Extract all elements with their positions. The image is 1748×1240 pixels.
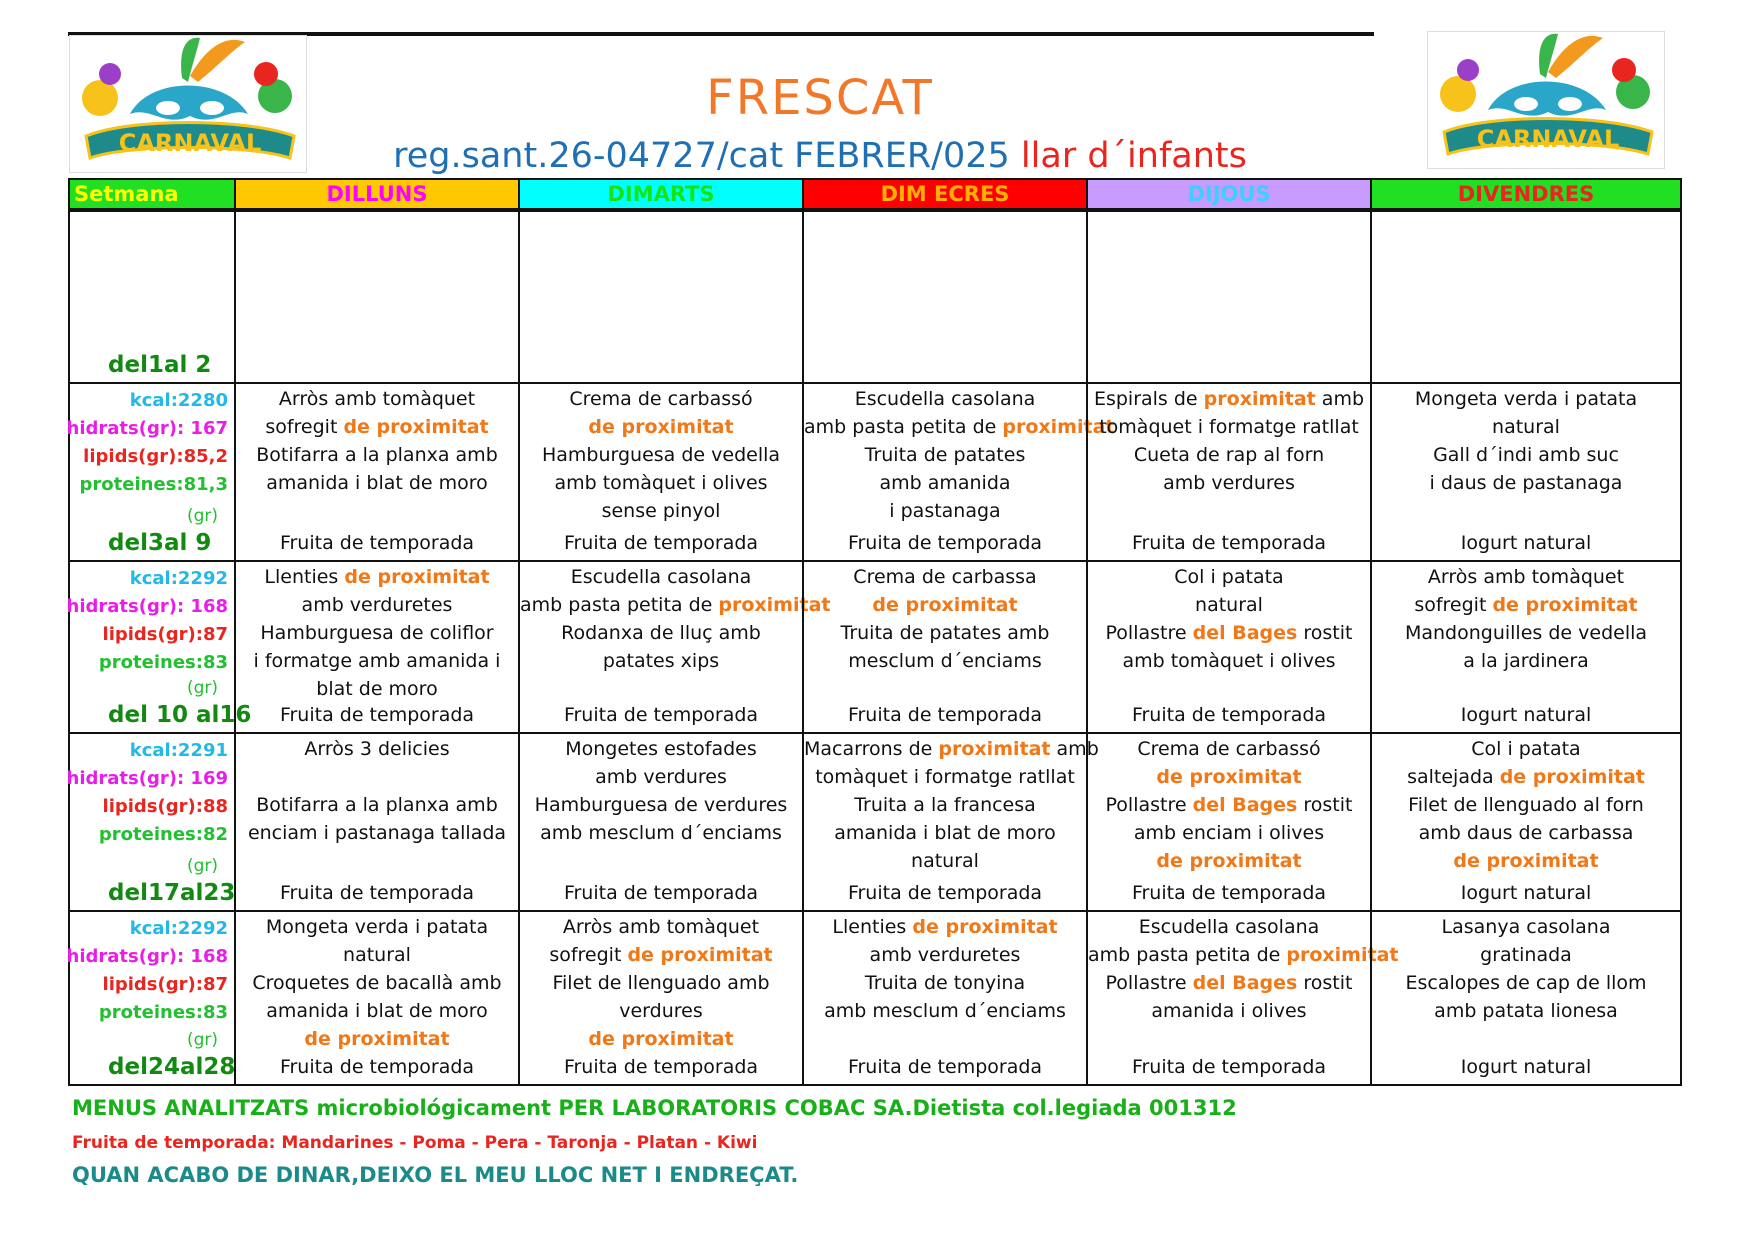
dish-text: Macarrons de bbox=[804, 738, 939, 760]
dish-line bbox=[804, 472, 1086, 494]
dish-text: Filet de llenguado amb bbox=[552, 972, 770, 994]
dish-text: amb verdures bbox=[1163, 472, 1295, 494]
week-range-label: del 10 al16 bbox=[108, 702, 252, 728]
dish-text: Pollastre bbox=[1105, 794, 1193, 816]
lipids-value: lipids(gr):88 bbox=[102, 796, 228, 817]
dish-line bbox=[1088, 650, 1370, 672]
dish-text: gratinada bbox=[1480, 944, 1572, 966]
dish-line bbox=[1372, 944, 1680, 966]
origin-highlight: de proximitat bbox=[343, 416, 489, 438]
dish-line bbox=[804, 738, 1099, 760]
dish-text: Mongeta verda i patata bbox=[1414, 388, 1638, 410]
dish-line bbox=[804, 822, 1086, 844]
column-header-1: DILLUNS bbox=[234, 178, 520, 210]
origin-highlight: proximitat bbox=[718, 594, 831, 616]
dessert-line: Fruita de temporada bbox=[279, 1056, 475, 1078]
dish-text: sofregit bbox=[1414, 594, 1493, 616]
dish-text: Escudella casolana bbox=[854, 388, 1036, 410]
week-range-label: del24al28 bbox=[108, 1054, 236, 1080]
origin-highlight: de proximitat bbox=[1156, 850, 1302, 872]
dish-line bbox=[1372, 444, 1680, 466]
menu-cell bbox=[1370, 382, 1682, 562]
dish-line bbox=[1372, 766, 1680, 788]
dish-text: Arròs 3 delicies bbox=[304, 738, 450, 760]
dish-text: Mongetes estofades bbox=[565, 738, 757, 760]
carbs-value: hidrats(gr): 167 bbox=[66, 418, 228, 439]
dish-text: verdures bbox=[619, 1000, 703, 1022]
dish-line bbox=[520, 416, 802, 438]
dish-line bbox=[520, 594, 831, 616]
dish-text: saltejada bbox=[1407, 766, 1500, 788]
dessert-line: Iogurt natural bbox=[1460, 1056, 1592, 1078]
dish-text: Llenties bbox=[832, 916, 913, 938]
week-cell bbox=[68, 910, 236, 1086]
dessert-line: Fruita de temporada bbox=[847, 1056, 1043, 1078]
origin-highlight: de proximitat bbox=[1156, 766, 1302, 788]
dish-line bbox=[520, 738, 802, 760]
dish-line bbox=[520, 500, 802, 522]
dish-text: amb verduretes bbox=[301, 594, 453, 616]
dish-line bbox=[236, 822, 518, 844]
menu-cell bbox=[1086, 210, 1372, 384]
origin-highlight: proximitat bbox=[1203, 388, 1316, 410]
menu-cell bbox=[518, 210, 804, 384]
dish-text: amb verduretes bbox=[869, 944, 1021, 966]
column-header-0: Setmana bbox=[68, 178, 236, 210]
dish-text: i formatge amb amanida i bbox=[253, 650, 501, 672]
week-range-label: del1al 2 bbox=[108, 352, 212, 378]
origin-highlight: de proximitat bbox=[588, 416, 734, 438]
dessert-line: Fruita de temporada bbox=[563, 704, 759, 726]
carbs-value: hidrats(gr): 168 bbox=[66, 596, 228, 617]
lipids-value: lipids(gr):87 bbox=[102, 624, 228, 645]
dish-text: natural bbox=[343, 944, 411, 966]
page-subtitle bbox=[0, 136, 1640, 176]
menu-cell bbox=[1086, 732, 1372, 912]
menu-cell bbox=[802, 910, 1088, 1086]
dish-line bbox=[1372, 972, 1680, 994]
origin-highlight: de proximitat bbox=[1492, 594, 1638, 616]
menu-cell bbox=[234, 382, 520, 562]
dish-text: Crema de carbassó bbox=[569, 388, 753, 410]
menu-cell bbox=[518, 560, 831, 734]
menu-cell bbox=[234, 560, 520, 734]
dish-text: Escalopes de cap de llom bbox=[1405, 972, 1647, 994]
dish-line bbox=[520, 472, 802, 494]
dish-text: Llenties bbox=[264, 566, 345, 588]
svg-text:CARNAVAL: CARNAVAL bbox=[1476, 125, 1620, 153]
dish-text: sense pinyol bbox=[601, 500, 721, 522]
dish-line bbox=[1088, 738, 1370, 760]
dish-line bbox=[236, 738, 518, 760]
carbs-value: hidrats(gr): 169 bbox=[66, 768, 228, 789]
menu-cell bbox=[1086, 560, 1372, 734]
dish-line bbox=[236, 1028, 518, 1050]
dessert-line: Fruita de temporada bbox=[563, 882, 759, 904]
proteins-unit: (gr) bbox=[186, 856, 218, 876]
dish-line bbox=[520, 822, 802, 844]
dessert-line: Fruita de temporada bbox=[1131, 882, 1327, 904]
dish-text: tomàquet i formatge ratllat bbox=[1099, 416, 1359, 438]
dish-text: Mandonguilles de vedella bbox=[1404, 622, 1648, 644]
dish-line bbox=[1372, 850, 1680, 872]
dish-text: rostit bbox=[1297, 972, 1353, 994]
week-cell bbox=[68, 732, 236, 912]
footer-lab-note: MENUS ANALITZATS microbiológicament PER LABORATORIS COBAC SA.Dietista col.legiada 001312 bbox=[72, 1096, 1237, 1120]
kcal-value: kcal:2292 bbox=[129, 568, 228, 589]
origin-highlight: proximitat bbox=[1286, 944, 1399, 966]
dish-text: Arròs amb tomàquet bbox=[1427, 566, 1625, 588]
dish-line bbox=[1372, 472, 1680, 494]
dish-text: Arròs amb tomàquet bbox=[278, 388, 476, 410]
dish-text: Rodanxa de lluç amb bbox=[561, 622, 761, 644]
origin-highlight: de proximitat bbox=[872, 594, 1018, 616]
dish-text: i pastanaga bbox=[889, 500, 1001, 522]
dish-line bbox=[804, 650, 1086, 672]
dish-text: amanida i blat de moro bbox=[266, 472, 488, 494]
dish-line bbox=[520, 972, 802, 994]
dish-line bbox=[1088, 444, 1370, 466]
dessert-line: Iogurt natural bbox=[1460, 882, 1592, 904]
menu-cell bbox=[1086, 382, 1372, 562]
origin-highlight: de proximitat bbox=[1453, 850, 1599, 872]
dish-line bbox=[1088, 566, 1370, 588]
dish-line bbox=[1372, 822, 1680, 844]
dish-line bbox=[804, 850, 1086, 872]
menu-cell bbox=[234, 732, 520, 912]
dish-line bbox=[236, 416, 518, 438]
dish-text: amb pasta petita de bbox=[1088, 944, 1287, 966]
dish-line bbox=[1372, 388, 1680, 410]
dish-line bbox=[236, 944, 518, 966]
dish-line bbox=[520, 650, 802, 672]
dish-line bbox=[804, 766, 1086, 788]
dish-line bbox=[520, 916, 802, 938]
dessert-line: Fruita de temporada bbox=[279, 704, 475, 726]
dish-text: amb patata lionesa bbox=[1434, 1000, 1618, 1022]
proteins-value: proteines:83 bbox=[98, 652, 228, 673]
dish-line bbox=[520, 1028, 802, 1050]
dish-text: enciam i pastanaga tallada bbox=[247, 822, 507, 844]
dessert-line: Fruita de temporada bbox=[279, 882, 475, 904]
kcal-value: kcal:2292 bbox=[129, 918, 228, 939]
dish-line bbox=[1372, 566, 1680, 588]
dish-text: Pollastre bbox=[1105, 972, 1193, 994]
dish-line bbox=[520, 1000, 802, 1022]
dish-text: Truita de patates bbox=[864, 444, 1026, 466]
dish-line bbox=[1088, 972, 1370, 994]
dish-text: rostit bbox=[1297, 622, 1353, 644]
dish-line bbox=[804, 500, 1086, 522]
dish-line bbox=[1088, 1000, 1370, 1022]
dish-line bbox=[236, 566, 518, 588]
menu-cell bbox=[802, 560, 1088, 734]
dish-line bbox=[1372, 594, 1680, 616]
menu-cell bbox=[1370, 910, 1682, 1086]
menu-cell bbox=[1086, 910, 1399, 1086]
dish-text: Filet de llenguado al forn bbox=[1408, 794, 1644, 816]
dish-line bbox=[1088, 822, 1370, 844]
kcal-value: kcal:2280 bbox=[129, 390, 228, 411]
dish-line bbox=[520, 794, 802, 816]
week-cell bbox=[68, 382, 236, 562]
dish-line bbox=[1372, 622, 1680, 644]
dessert-line: Fruita de temporada bbox=[847, 532, 1043, 554]
dish-line bbox=[236, 472, 518, 494]
dish-line bbox=[1088, 850, 1370, 872]
dish-text: Botifarra a la planxa amb bbox=[256, 444, 498, 466]
dish-line bbox=[236, 972, 518, 994]
origin-highlight: de proximitat bbox=[304, 1028, 450, 1050]
origin-highlight: del Bages bbox=[1192, 622, 1298, 644]
dish-text: rostit bbox=[1297, 794, 1353, 816]
menu-cell bbox=[802, 210, 1088, 384]
dish-text: amb enciam i olives bbox=[1133, 822, 1325, 844]
dish-line bbox=[804, 972, 1086, 994]
dish-line bbox=[236, 1000, 518, 1022]
menu-table bbox=[68, 178, 1682, 1094]
dessert-line: Fruita de temporada bbox=[847, 704, 1043, 726]
column-header-4: DIJOUS bbox=[1086, 178, 1372, 210]
registration-text: reg.sant.26-04727/cat FEBRER/025 bbox=[393, 136, 1010, 176]
dish-text: tomàquet i formatge ratllat bbox=[815, 766, 1075, 788]
dish-line bbox=[804, 416, 1115, 438]
dish-text: Hamburguesa de vedella bbox=[541, 444, 781, 466]
origin-highlight: de proximitat bbox=[627, 944, 773, 966]
dish-line bbox=[1088, 594, 1370, 616]
page-title: FRESCAT bbox=[706, 70, 934, 126]
dish-text: Col i patata bbox=[1471, 738, 1581, 760]
dish-text: amb pasta petita de bbox=[804, 416, 1003, 438]
menu-cell bbox=[518, 910, 804, 1086]
dish-text: amb daus de carbassa bbox=[1418, 822, 1634, 844]
dish-text: amb amanida bbox=[879, 472, 1011, 494]
dessert-line: Fruita de temporada bbox=[1131, 1056, 1327, 1078]
dish-text: amanida i blat de moro bbox=[834, 822, 1056, 844]
dish-line bbox=[1372, 1000, 1680, 1022]
dish-line bbox=[236, 444, 518, 466]
dish-text: Arròs amb tomàquet bbox=[562, 916, 760, 938]
dish-line bbox=[804, 794, 1086, 816]
menu-cell bbox=[1370, 560, 1682, 734]
dish-line bbox=[804, 444, 1086, 466]
dish-line bbox=[1372, 794, 1680, 816]
dish-text: amb tomàquet i olives bbox=[1122, 650, 1336, 672]
menu-cell bbox=[1370, 210, 1682, 384]
dish-line bbox=[520, 766, 802, 788]
dish-text: amb mesclum d´enciams bbox=[540, 822, 782, 844]
dish-line bbox=[520, 566, 802, 588]
proteins-unit: (gr) bbox=[186, 678, 218, 698]
week-range-label: del3al 9 bbox=[108, 530, 212, 556]
dish-text: amanida i olives bbox=[1151, 1000, 1307, 1022]
dish-text: Mongeta verda i patata bbox=[265, 916, 489, 938]
dish-line bbox=[236, 678, 518, 700]
dessert-line: Fruita de temporada bbox=[279, 532, 475, 554]
dish-line bbox=[1088, 416, 1370, 438]
dish-line bbox=[804, 388, 1086, 410]
dish-text: mesclum d´enciams bbox=[848, 650, 1042, 672]
menu-cell bbox=[1370, 732, 1682, 912]
dish-text: natural bbox=[1492, 416, 1560, 438]
dish-line bbox=[520, 444, 802, 466]
lipids-value: lipids(gr):87 bbox=[102, 974, 228, 995]
dish-line bbox=[804, 594, 1086, 616]
lipids-value: lipids(gr):85,2 bbox=[83, 446, 228, 467]
dish-line bbox=[1372, 416, 1680, 438]
dish-line bbox=[1372, 650, 1680, 672]
dish-line bbox=[1372, 738, 1680, 760]
origin-highlight: de proximitat bbox=[344, 566, 490, 588]
menu-cell bbox=[518, 382, 804, 562]
dessert-line: Fruita de temporada bbox=[563, 1056, 759, 1078]
proteins-value: proteines:82 bbox=[98, 824, 228, 845]
origin-highlight: del Bages bbox=[1192, 972, 1298, 994]
dish-line bbox=[804, 944, 1086, 966]
dish-text: amb pasta petita de bbox=[520, 594, 719, 616]
proteins-unit: (gr) bbox=[186, 1030, 218, 1050]
dish-text: Escudella casolana bbox=[1138, 916, 1320, 938]
dish-line bbox=[236, 622, 518, 644]
dish-text: amb verdures bbox=[595, 766, 727, 788]
week-cell bbox=[68, 210, 236, 384]
dish-text: Botifarra a la planxa amb bbox=[256, 794, 498, 816]
dish-text: Croquetes de bacallà amb bbox=[252, 972, 502, 994]
origin-highlight: de proximitat bbox=[588, 1028, 734, 1050]
dish-line bbox=[1088, 794, 1370, 816]
origin-highlight: de proximitat bbox=[912, 916, 1058, 938]
dish-text: amanida i blat de moro bbox=[266, 1000, 488, 1022]
menu-cell bbox=[234, 210, 520, 384]
proteins-value: proteines:83 bbox=[98, 1002, 228, 1023]
dish-line bbox=[520, 944, 802, 966]
dish-text: a la jardinera bbox=[1463, 650, 1589, 672]
menu-cell bbox=[802, 732, 1099, 912]
dish-text: Hamburguesa de coliflor bbox=[260, 622, 494, 644]
dish-line bbox=[1088, 472, 1370, 494]
dessert-line: Iogurt natural bbox=[1460, 704, 1592, 726]
dish-text: Espirals de bbox=[1093, 388, 1204, 410]
dish-text: Lasanya casolana bbox=[1441, 916, 1611, 938]
menu-cell bbox=[802, 382, 1115, 562]
dish-text: blat de moro bbox=[316, 678, 438, 700]
dish-text: patates xips bbox=[602, 650, 720, 672]
dish-text: Gall d´indi amb suc bbox=[1433, 444, 1619, 466]
column-header-5: DIVENDRES bbox=[1370, 178, 1682, 210]
dish-text: amb mesclum d´enciams bbox=[824, 1000, 1066, 1022]
dessert-line: Iogurt natural bbox=[1460, 532, 1592, 554]
dish-text: natural bbox=[911, 850, 979, 872]
dish-line bbox=[804, 916, 1086, 938]
dessert-line: Fruita de temporada bbox=[1131, 532, 1327, 554]
dish-text: Truita de patates amb bbox=[840, 622, 1050, 644]
origin-highlight: proximitat bbox=[1002, 416, 1115, 438]
dish-line bbox=[804, 1000, 1086, 1022]
dish-line bbox=[236, 388, 518, 410]
dish-line bbox=[1088, 766, 1370, 788]
dish-line bbox=[236, 916, 518, 938]
week-cell bbox=[66, 560, 252, 734]
dish-text: natural bbox=[1195, 594, 1263, 616]
dish-line bbox=[520, 622, 802, 644]
proteins-value: proteines:81,3 bbox=[79, 474, 228, 495]
dish-text: Col i patata bbox=[1174, 566, 1284, 588]
dish-line bbox=[1372, 916, 1680, 938]
dish-text: Cueta de rap al forn bbox=[1133, 444, 1325, 466]
kcal-value: kcal:2291 bbox=[129, 740, 228, 761]
dish-text: amb bbox=[1050, 738, 1099, 760]
dish-line bbox=[1088, 388, 1370, 410]
column-header-3: DIM ECRES bbox=[802, 178, 1088, 210]
menu-cell bbox=[518, 732, 804, 912]
dish-text: sofregit bbox=[265, 416, 344, 438]
dish-line bbox=[236, 650, 518, 672]
center-type-text: llar d´infants bbox=[1020, 136, 1247, 176]
dish-text: Pollastre bbox=[1105, 622, 1193, 644]
dish-line bbox=[236, 794, 518, 816]
origin-highlight: proximitat bbox=[938, 738, 1051, 760]
dish-line bbox=[236, 594, 518, 616]
dish-text: amb bbox=[1315, 388, 1365, 410]
dessert-line: Fruita de temporada bbox=[1131, 704, 1327, 726]
proteins-unit: (gr) bbox=[186, 506, 218, 526]
menu-cell bbox=[234, 910, 520, 1086]
dish-text: Truita de tonyina bbox=[864, 972, 1026, 994]
dish-text: Truita a la francesa bbox=[854, 794, 1036, 816]
dish-line bbox=[804, 622, 1086, 644]
dish-text: Hamburguesa de verdures bbox=[534, 794, 788, 816]
dessert-line: Fruita de temporada bbox=[563, 532, 759, 554]
dish-line bbox=[1088, 944, 1399, 966]
dish-text: Crema de carbassa bbox=[853, 566, 1037, 588]
svg-text:CARNAVAL: CARNAVAL bbox=[118, 129, 262, 157]
footer-slogan: QUAN ACABO DE DINAR,DEIXO EL MEU LLOC NET I ENDREÇAT. bbox=[72, 1163, 799, 1187]
week-range-label: del17al23 bbox=[108, 880, 236, 906]
footer-fruit-list: Fruita de temporada: Mandarines - Poma - Pera - Taronja - Platan - Kiwi bbox=[72, 1133, 758, 1153]
dish-line bbox=[804, 566, 1086, 588]
dish-line bbox=[1088, 622, 1370, 644]
dish-text: i daus de pastanaga bbox=[1429, 472, 1623, 494]
dish-line bbox=[520, 388, 802, 410]
dish-text: sofregit bbox=[549, 944, 628, 966]
origin-highlight: de proximitat bbox=[1499, 766, 1645, 788]
dessert-line: Fruita de temporada bbox=[847, 882, 1043, 904]
carbs-value: hidrats(gr): 168 bbox=[66, 946, 228, 967]
dish-text: amb tomàquet i olives bbox=[554, 472, 768, 494]
dish-text: Crema de carbassó bbox=[1137, 738, 1321, 760]
dish-text: Escudella casolana bbox=[570, 566, 752, 588]
dish-line bbox=[1088, 916, 1370, 938]
column-header-2: DIMARTS bbox=[518, 178, 804, 210]
origin-highlight: del Bages bbox=[1192, 794, 1298, 816]
